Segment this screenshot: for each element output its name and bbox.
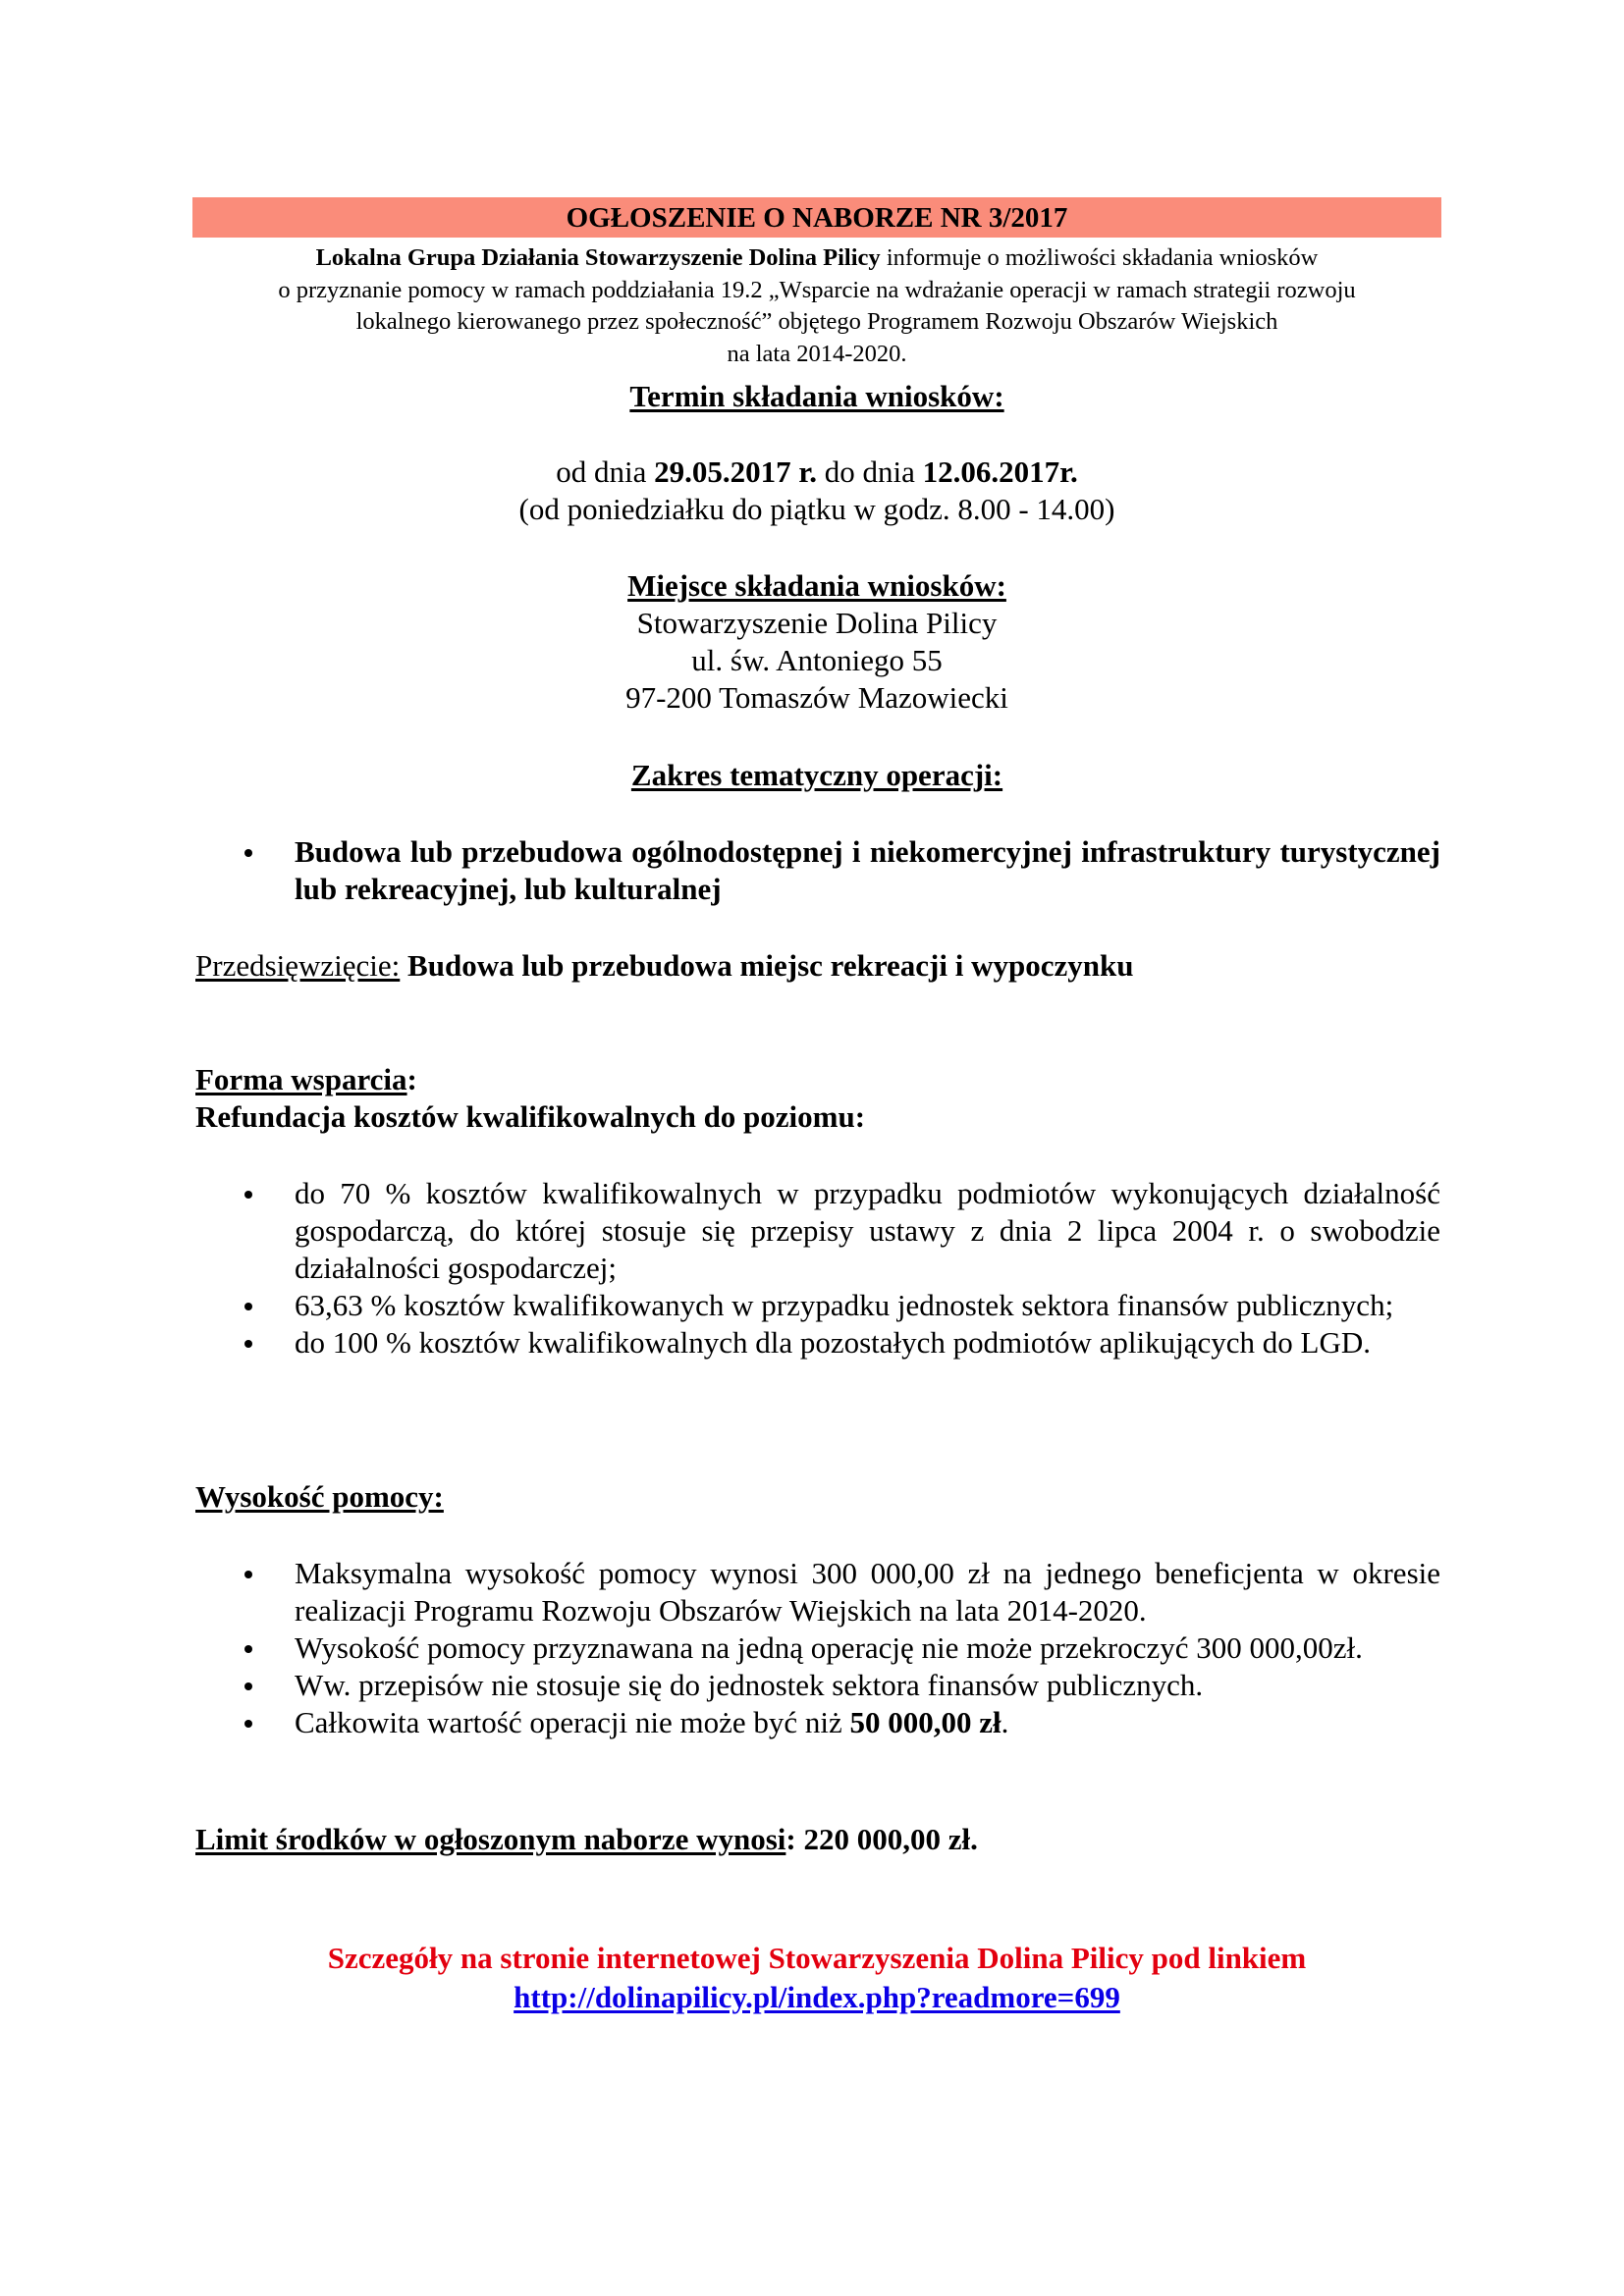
limit-line: Limit środków w ogłoszonym naborze wynosi: 220 000,00 zł. bbox=[195, 1822, 978, 1856]
bullet-icon bbox=[244, 1303, 252, 1310]
deadline-from-date: 29.05.2017 r. bbox=[654, 454, 817, 489]
details-link[interactable]: http://dolinapilicy.pl/index.php?readmore=699 bbox=[514, 1980, 1120, 2014]
place-city: 97-200 Tomaszów Mazowiecki bbox=[625, 680, 1008, 715]
deadline-to-date: 12.06.2017r. bbox=[922, 454, 1078, 489]
amount-heading-wrap bbox=[195, 1478, 1440, 1516]
details-text: Szczegóły na stronie internetowej Stowarzyszenia Dolina Pilicy pod linkiem bbox=[327, 1941, 1307, 1975]
place-street: ul. św. Antoniego 55 bbox=[691, 643, 943, 677]
list-item: Całkowita wartość operacji nie może być niż 50 000,00 zł. bbox=[195, 1704, 1440, 1741]
undertaking-value: Budowa lub przebudowa miejsc rekreacji i wypoczynku bbox=[400, 948, 1134, 983]
bullet-icon bbox=[244, 1720, 252, 1728]
support-heading-line: Forma wsparcia: bbox=[195, 1062, 417, 1096]
amount-heading: Wysokość pomocy: bbox=[195, 1479, 444, 1514]
support-section bbox=[195, 1061, 1440, 1136]
org-name: Lokalna Grupa Działania Stowarzyszenie Dolina Pilicy bbox=[315, 244, 881, 271]
place-heading: Miejsce składania wniosków: bbox=[627, 568, 1006, 603]
list-item: do 70 % kosztów kwalifikowalnych w przypadku podmiotów wykonujących działalność gospodarczą, do której stosuje się przepisy ustawy z dnia 2 lipca 2004 r. o swobodzie działalności gospodarczej; bbox=[195, 1175, 1440, 1287]
list-item: Wysokość pomocy przyznawana na jedną operację nie może przekroczyć 300 000,00zł. bbox=[195, 1629, 1440, 1667]
support-subheading: Refundacja kosztów kwalifikowalnych do poziomu: bbox=[195, 1099, 866, 1134]
bullet-icon bbox=[244, 1682, 252, 1690]
support-list-wrap bbox=[195, 1175, 1440, 1362]
min-value: 50 000,00 zł bbox=[849, 1705, 1001, 1739]
bullet-icon bbox=[244, 849, 252, 857]
list-item: do 100 % kosztów kwalifikowalnych dla pozostałych podmiotów aplikujących do LGD. bbox=[195, 1324, 1440, 1362]
undertaking-line bbox=[195, 947, 1440, 985]
amount-list-wrap bbox=[195, 1555, 1440, 1741]
page-title: OGŁOSZENIE O NABORZE NR 3/2017 bbox=[566, 202, 1068, 234]
intro-line-1: Lokalna Grupa Działania Stowarzyszenie Dolina Pilicy informuje o możliwości składania wniosków bbox=[315, 244, 1319, 271]
place-name: Stowarzyszenie Dolina Pilicy bbox=[636, 606, 998, 640]
bullet-icon bbox=[244, 1191, 252, 1199]
deadline-range: od dnia 29.05.2017 r. do dnia 12.06.2017r. bbox=[556, 454, 1078, 489]
deadline-hours: (od poniedziałku do piątku w godz. 8.00 - 14.00) bbox=[518, 492, 1115, 526]
support-heading: Forma wsparcia bbox=[195, 1062, 407, 1096]
list-item: 63,63 % kosztów kwalifikowanych w przypadku jednostek sektora finansów publicznych; bbox=[195, 1287, 1440, 1324]
support-list bbox=[195, 1175, 1440, 1362]
limit-label: Limit środków w ogłoszonym naborze wynosi bbox=[195, 1822, 786, 1856]
place-section bbox=[192, 567, 1441, 717]
deadline-dates bbox=[192, 454, 1441, 528]
amount-list bbox=[195, 1555, 1440, 1741]
list-item: Maksymalna wysokość pomocy wynosi 300 000,00 zł na jednego beneficjenta w okresie realizacji Programu Rozwoju Obszarów Wiejskich na lata 2014-2020. bbox=[195, 1555, 1440, 1629]
deadline-section bbox=[192, 378, 1441, 415]
undertaking-label: Przedsięwzięcie: bbox=[195, 948, 401, 983]
footer bbox=[192, 1939, 1441, 2017]
intro-paragraph bbox=[192, 242, 1441, 370]
bullet-icon bbox=[244, 1645, 252, 1653]
list-item: Ww. przepisów nie stosuje się do jednostek sektora finansów publicznych. bbox=[195, 1667, 1440, 1704]
intro-line-4: na lata 2014-2020. bbox=[727, 340, 907, 367]
scope-heading: Zakres tematyczny operacji: bbox=[630, 758, 1003, 792]
intro-line-3: lokalnego kierowanego przez społeczność” objętego Programem Rozwoju Obszarów Wiejskich bbox=[355, 308, 1278, 335]
intro-line-2: o przyznanie pomocy w ramach poddziałania 19.2 „Wsparcie na wdrażanie operacji w ramach strategii rozwoju bbox=[278, 276, 1356, 303]
bullet-icon bbox=[244, 1571, 252, 1578]
limit-value: 220 000,00 zł. bbox=[795, 1822, 978, 1856]
list-item: Budowa lub przebudowa ogólnodostępnej i niekomercyjnej infrastruktury turystycznej lub rekreacyjnej, lub kulturalnej bbox=[195, 833, 1440, 908]
bullet-icon bbox=[244, 1340, 252, 1348]
scope-heading-wrap bbox=[192, 757, 1441, 794]
scope-list-wrap bbox=[195, 833, 1440, 908]
scope-list bbox=[195, 833, 1440, 908]
deadline-heading: Termin składania wniosków: bbox=[629, 379, 1004, 413]
